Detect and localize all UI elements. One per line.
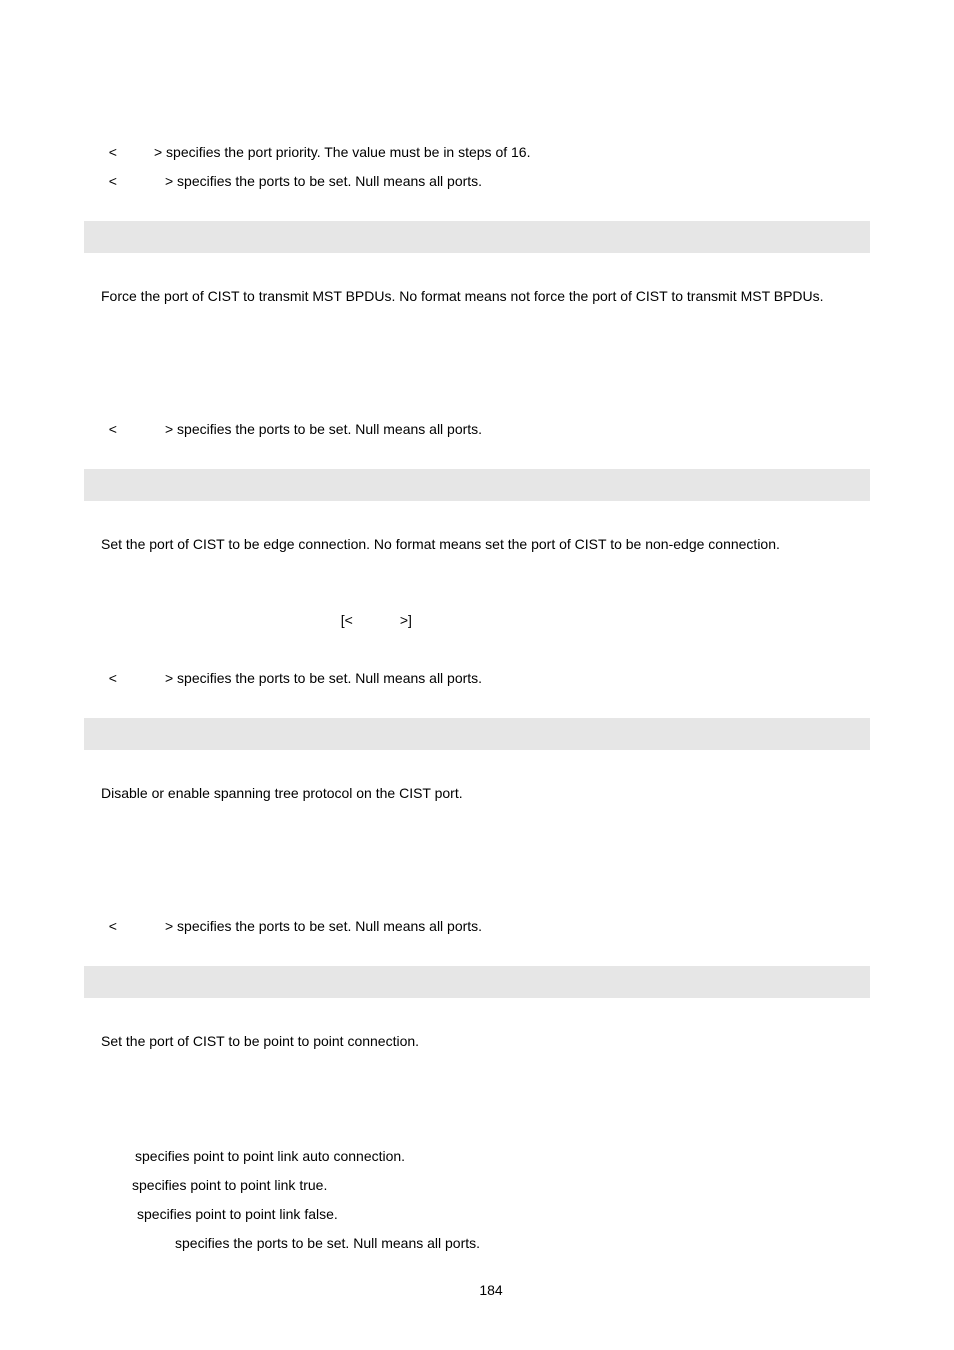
- option-line-auto: specifies point to point link auto connection.: [135, 1148, 406, 1164]
- param-description: > specifies the port priority. The value must be in steps of 16.: [153, 144, 531, 160]
- section-description: Disable or enable spanning tree protocol on the CIST port.: [101, 785, 463, 801]
- param-line-ports: [101, 899, 483, 934]
- param-line-ports: [101, 651, 483, 686]
- param-open-bracket: <: [108, 918, 117, 934]
- param-open-bracket: <: [108, 144, 117, 160]
- option-line-ports: specifies the ports to be set. Null means all ports.: [175, 1235, 481, 1251]
- option-line-false: specifies point to point link false.: [137, 1206, 338, 1222]
- section-description: Set the port of CIST to be point to point connection.: [101, 1033, 420, 1049]
- param-line-ports: [101, 154, 483, 189]
- param-description: > specifies the ports to be set. Null means all ports.: [164, 421, 483, 437]
- param-description: > specifies the ports to be set. Null means all ports.: [164, 173, 483, 189]
- section-description: Force the port of CIST to transmit MST BPDUs. No format means not force the port of CIST to transmit MST BPDUs.: [101, 288, 824, 304]
- syntax-close: >]: [399, 612, 412, 628]
- param-open-bracket: <: [108, 670, 117, 686]
- section-heading-bar: [84, 469, 870, 501]
- option-line-true: specifies point to point link true.: [132, 1177, 328, 1193]
- syntax-open: [<: [340, 612, 353, 628]
- param-open-bracket: <: [108, 421, 117, 437]
- param-open-bracket: <: [108, 173, 117, 189]
- param-description: > specifies the ports to be set. Null means all ports.: [164, 918, 483, 934]
- page-number: 184: [479, 1282, 503, 1298]
- section-heading-bar: [84, 221, 870, 253]
- section-heading-bar: [84, 966, 870, 998]
- param-line-priority: [101, 125, 531, 160]
- param-description: > specifies the ports to be set. Null means all ports.: [164, 670, 483, 686]
- syntax-fragment: [333, 593, 412, 628]
- section-heading-bar: [84, 718, 870, 750]
- param-line-ports: [101, 402, 483, 437]
- section-description: Set the port of CIST to be edge connection. No format means set the port of CIST to be non-edge connection.: [101, 536, 780, 552]
